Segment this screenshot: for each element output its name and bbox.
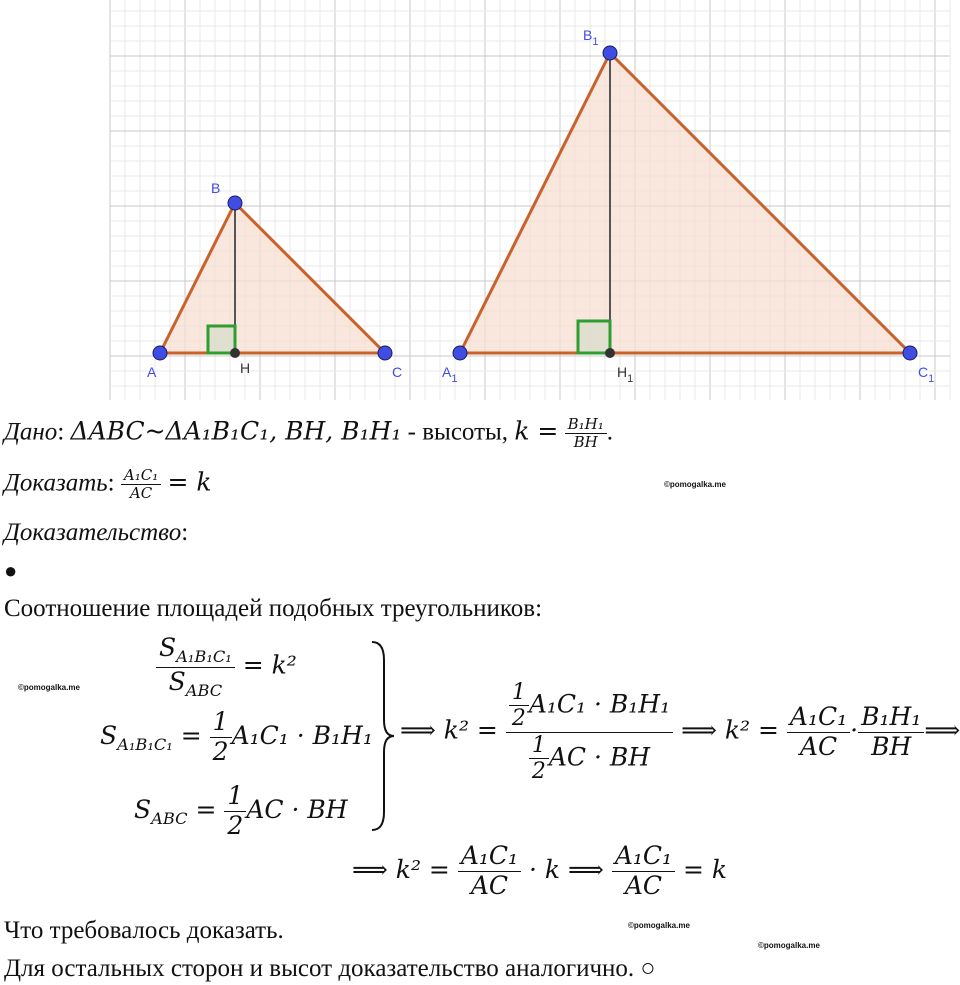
label-b1: $B_1$ <box>583 27 599 48</box>
eq3-eq: = <box>195 794 217 824</box>
eq1-rhs: = k² <box>242 650 297 680</box>
watermark-2: ©pomogalka.me <box>18 683 80 692</box>
proof-label: Доказательство <box>4 519 182 546</box>
system-eq3 <box>134 782 348 841</box>
eq2-half: $\frac{1}{2}$ <box>210 708 232 767</box>
eq2-rhs: A₁C₁ · B₁H₁ <box>231 720 373 750</box>
label-a: A <box>147 364 157 380</box>
prove-label: Доказать <box>4 469 108 497</box>
system-eq1 <box>156 634 297 700</box>
point-c1 <box>903 346 917 360</box>
eq3-lhs: $S_{ABC}$ <box>134 794 188 828</box>
proof-colon: : <box>181 519 189 546</box>
system-eq2 <box>100 708 373 767</box>
result1-f1: $\frac{\text{A₁C₁}}{AC}$ <box>787 703 850 762</box>
point-h1 <box>605 348 615 358</box>
result2-end: = k <box>683 854 728 884</box>
point-a <box>153 346 167 360</box>
result2-k2: k² = <box>395 854 450 884</box>
prove-line <box>4 467 212 503</box>
given-k-den: BH <box>573 433 598 452</box>
result1-arrow3: ⟹ <box>924 715 960 745</box>
eq3-half: $\frac{1}{2}$ <box>224 782 246 841</box>
result1-arrow2: ⟹ <box>681 715 717 745</box>
label-b: B <box>211 180 221 196</box>
watermark-1: ©pomogalka.me <box>664 480 726 489</box>
given-statement: ΔABC~ΔA₁B₁C₁, BH, B₁H₁ <box>70 416 402 446</box>
triangle-abc-shape <box>160 203 385 353</box>
result1-k2b: k² = <box>724 715 779 745</box>
label-c: C <box>392 364 403 380</box>
prove-fraction <box>121 467 161 503</box>
given-k-fraction <box>565 416 607 452</box>
qed-text: Что требовалось доказать. <box>4 917 284 944</box>
result2-line <box>352 842 727 901</box>
point-c <box>378 346 392 360</box>
proof-bullet: ● <box>4 558 18 583</box>
result1-dot: · <box>850 715 859 745</box>
point-a1 <box>453 346 467 360</box>
result1-k2: k² = <box>443 715 498 745</box>
eq2-eq: = <box>180 720 202 750</box>
triangles-figure <box>0 0 960 405</box>
label-a1: $A_1$ <box>442 364 458 385</box>
given-label: Дано <box>4 418 58 446</box>
right-brace <box>368 640 398 832</box>
result2-mult: · k <box>529 854 561 884</box>
given-k-eq: k = <box>514 416 559 446</box>
triangle-a1b1c1-shape <box>460 53 910 353</box>
label-c1: $C_1$ <box>918 364 935 385</box>
result2-arrow: ⟹ <box>352 854 388 884</box>
watermark-4: ©pomogalka.me <box>758 941 820 950</box>
prove-rhs: = k <box>167 467 212 497</box>
proof-intro: Соотношение площадей подобных треугольников: <box>4 595 543 622</box>
given-k-num: B₁H₁ <box>565 416 607 434</box>
result2-arrow2: ⟹ <box>568 854 604 884</box>
conclusion-other: Для остальных сторон и высот доказательство аналогично. ○ <box>4 955 656 982</box>
prove-colon: : <box>107 469 115 497</box>
given-end: . <box>606 418 613 446</box>
watermark-3: ©pomogalka.me <box>628 921 690 930</box>
point-h <box>230 348 240 358</box>
eq1-den: $S_{ABC}$ <box>168 666 223 700</box>
eq2-lhs: $S_{A_1B_1C_1}$ <box>100 720 173 754</box>
given-colon: : <box>57 418 65 446</box>
label-h1: $H_1$ <box>617 364 634 385</box>
result1-arrow: ⟹ <box>400 715 436 745</box>
prove-num: A₁C₁ <box>121 467 161 485</box>
result2-f: $\frac{\text{A₁C₁}}{AC}$ <box>458 842 521 901</box>
result2-g: $\frac{\text{A₁C₁}}{AC}$ <box>612 842 675 901</box>
given-line <box>4 416 613 452</box>
proof-heading <box>4 518 188 548</box>
point-b1 <box>603 46 617 60</box>
eq1-num: $S_{A_1B_1C_1}$ <box>156 634 235 668</box>
label-h: H <box>240 360 251 376</box>
result1-line <box>400 680 960 784</box>
eq3-rhs: AC · BH <box>246 794 348 824</box>
point-b <box>228 196 242 210</box>
given-dash-text: - высоты, <box>401 418 515 446</box>
right-angle-mark-h1 <box>578 321 610 353</box>
result1-f2: $\frac{\text{B₁H₁}}{BH}$ <box>858 703 924 762</box>
right-angle-mark-h <box>208 326 235 353</box>
result1-big-fraction: $\frac{1}{2}$ A₁C₁ · B₁H₁ $\frac{1}{2}$ AC · BH <box>506 680 673 784</box>
prove-den: AC <box>129 484 153 503</box>
